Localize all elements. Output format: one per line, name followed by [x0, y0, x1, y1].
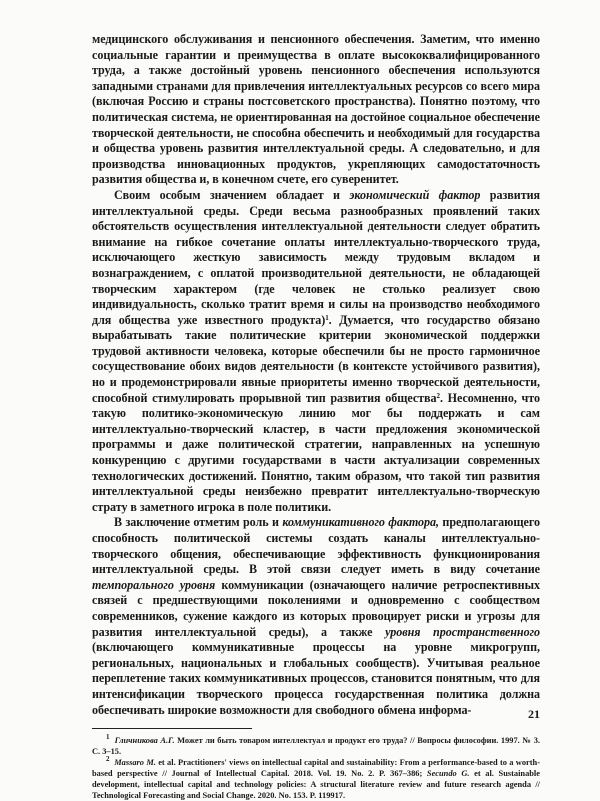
- footnotes: [92, 735, 540, 801]
- paragraph-3-text-c: коммуникации (означающего наличие ретроспективных связей с предшествующими поколениями и одновременно с сообществом современников, сужение каждого из которых провоцирует риски и угрозы для развития интеллектуальной среды), а также: [92, 577, 540, 639]
- paragraph-3-text-b: предполагающего способность политической системы создать каналы интеллектуально-творческого общения, обеспечивающие эффективность функционирования интеллектуальной среды. В этой связи следует иметь в виду сочетание: [92, 515, 540, 577]
- footnote-1-text: Может ли быть товаром интеллектуал и продукт его труда? // Вопросы философии. 1997. № 3. С. 3–15.: [92, 736, 540, 757]
- paragraph-2-text-b: развития интеллектуальной среды. Среди весьма разнообразных проявлений таких обстоятельств осуществления интеллектуальной деятельности следует обратить внимание на гибкое сочетание оплаты интеллектуально-творческого труда, исключающего жесткую зависимость между трудовым вкладом и вознаграждением, с оплатой производительной деятельности, не обладающей творческим характером (где человек не столько реализует свою индивидуальность, сколько тратит время и силы на производство необходимого для общества уже известного продукта): [92, 187, 540, 327]
- paragraph-1-text: медицинского обслуживания и пенсионного обеспечения. Заметим, что именно социальные гарантии и преимущества в оплате высококвалифицированного труда, а также достойный уровень пенсионного обеспечения используются западными странами для привлечения интеллектуальных ресурсов со всего мира (включая Россию и страны постсоветского пространства). Понятно поэтому, что политическая система, не ориентированная на достойное социальное обеспечение творческой деятельности, не способна обеспечить и необходимый для государства и общества уровень развития интеллектуальной среды. А следовательно, и для производства инновационных продуктов, укрепляющих самодостаточность развития общества и, в конечном счете, его суверенитет.: [92, 32, 540, 187]
- footnote-2-text-a: et al. Practitioners' views on intellectual capital and sustainability: From a performance-based to a worth-based perspective // Journal of Intellectual Capital. 2018. Vol. 19. No. 2. P. 367–386;: [92, 758, 540, 779]
- paragraph-1: [92, 32, 540, 188]
- footnote-2: [92, 757, 540, 801]
- paragraph-2-text-a: Своим особым значением обладает и: [114, 187, 350, 202]
- footnote-1-number: 1: [106, 733, 110, 742]
- economic-factor-term: экономический фактор: [349, 187, 481, 202]
- footnote-2-author-2: Secundo G.: [426, 769, 470, 779]
- page-number: 21: [528, 707, 540, 721]
- paragraph-3-text-d: (включающего коммуникативные процессы на уровне микрогрупп, региональных, национальных и глобальных сообществ). Учитывая реальное переплетение таких коммуникативных процессов, становится понятным, что для интенсификации творческого процесса государственная политика должна обеспечивать широкие возможности для свободного обмена информа-: [92, 640, 540, 717]
- footnote-2-number: 2: [106, 755, 110, 764]
- spatial-level-term: уровня пространственного: [385, 624, 540, 639]
- footnote-1-author: Гличникова А.Г.: [114, 736, 175, 746]
- footnote-2-text-b: et al. Sustainable development, intellectual capital and technology policies: A structural literature review and future research agenda // Technological Forecasting and Social Change. 2020. No. 153. P. 119917.: [92, 769, 540, 801]
- footnote-1: [92, 735, 540, 757]
- temporal-level-term: темпорального уровня: [92, 577, 216, 592]
- footnote-ref-2: 2: [436, 391, 440, 400]
- communicative-factor-term: коммуникативного фактора,: [282, 515, 439, 530]
- footnote-2-author: Massaro M.: [114, 758, 156, 768]
- paragraph-2-text-d: . Несомненно, что такую политико-экономическую линию мог бы поддержать и сам интеллектуально-творческий кластер, в части предложения экономической программы и даже политической стратегии, направленных на успешную конкуренцию с другими государствами в части актуализации современных технологических достижений. Понятно, таким образом, что такой тип развития интеллектуальной среды неизбежно превратит интеллектуально-творческую страту в заметного игрока в поле политики.: [92, 390, 540, 514]
- paragraph-3: [92, 515, 540, 718]
- footnote-ref-1: 1: [325, 313, 329, 322]
- footnote-divider: [92, 728, 252, 729]
- paragraph-3-text-a: В заключение отметим роль и: [114, 515, 283, 530]
- paragraph-2-text-c: . Думается, что государство обязано вырабатывать такие политические критерии экономической поддержки трудовой активности человека, которые обеспечили бы не просто гармоничное сосуществование обоих видов деятельности (в контексте устойчивого развития), но и продемонстрировали явные приоритеты именно творческой деятельности, способной стимулировать прорывной тип развития общества: [92, 312, 540, 405]
- paragraph-2: [92, 188, 540, 515]
- main-text: [92, 32, 540, 718]
